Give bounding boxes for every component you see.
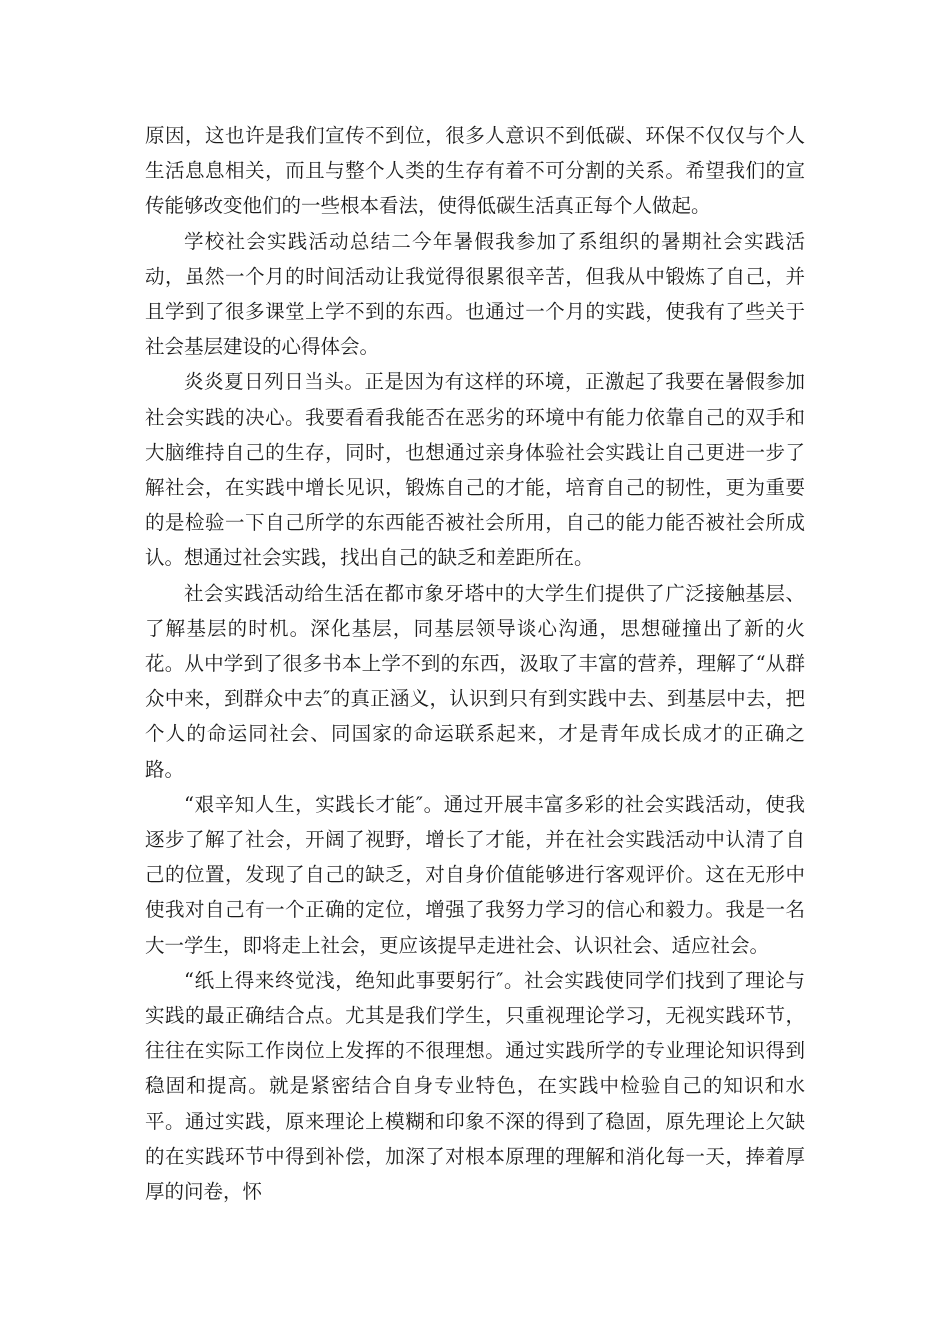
paragraph-hardship: “艰辛知人生，实践长才能″。通过开展丰富多彩的社会实践活动，使我逐步了解了社会，开阔了视野，增长了才能，并在社会实践活动中认清了自己的位置，发现了自己的缺乏，对自身价值能够进行客观评价。这在无形中使我对自己有一个正确的定位，增强了我努力学习的信心和毅力。我是一名大一学生，即将走上社会，更应该提早走进社会、认识社会、适应社会。	[145, 792, 805, 957]
paragraph-theory-practice: “纸上得来终觉浅，绝知此事要躬行″。社会实践使同学们找到了理论与实践的最正确结合点。尤其是我们学生，只重视理论学习，无视实践环节，往往在实际工作岗位上发挥的不很理想。通过实践所学的专业理论知识得到稳固和提高。就是紧密结合自身专业特色，在实践中检验自己的知识和水平。通过实践，原来理论上模糊和印象不深的得到了稳固，原先理论上欠缺的在实践环节中得到补偿，加深了对根本原理的理解和消化每一天，捧着厚厚的问卷，怀	[145, 968, 805, 1204]
paragraph-summary-intro: 学校社会实践活动总结二今年暑假我参加了系组织的暑期社会实践活动，虽然一个月的时间活动让我觉得很累很辛苦，但我从中锻炼了自己，并且学到了很多课堂上学不到的东西。也通过一个月的实践，使我有了些关于社会基层建设的心得体会。	[145, 229, 805, 359]
paragraph-grassroots: 社会实践活动给生活在都市象牙塔中的大学生们提供了广泛接触基层、了解基层的时机。深化基层，同基层领导谈心沟通，思想碰撞出了新的火花。从中学到了很多书本上学不到的东西，汲取了丰富的营养，理解了“从群众中来，到群众中去″的真正涵义，认识到只有到实践中去、到基层中去，把个人的命运同社会、同国家的命运联系起来，才是青年成长成才的正确之路。	[145, 581, 805, 781]
paragraph-summer-motivation: 炎炎夏日列日当头。正是因为有这样的环境，正激起了我要在暑假参加社会实践的决心。我要看看我能否在恶劣的环境中有能力依靠自己的双手和大脑维持自己的生存，同时，也想通过亲身体验社会实践让自己更进一步了解社会，在实践中增长见识，锻炼自己的才能，培育自己的韧性，更为重要的是检验一下自己所学的东西能否被社会所用，自己的能力能否被社会所成认。想通过社会实践，找出自己的缺乏和差距所在。	[145, 370, 805, 570]
paragraph-continuation: 原因，这也许是我们宣传不到位，很多人意识不到低碳、环保不仅仅与个人生活息息相关，而且与整个人类的生存有着不可分割的关系。希望我们的宣传能够改变他们的一些根本看法，使得低碳生活真正每个人做起。	[145, 124, 805, 218]
document-page	[145, 118, 805, 1209]
